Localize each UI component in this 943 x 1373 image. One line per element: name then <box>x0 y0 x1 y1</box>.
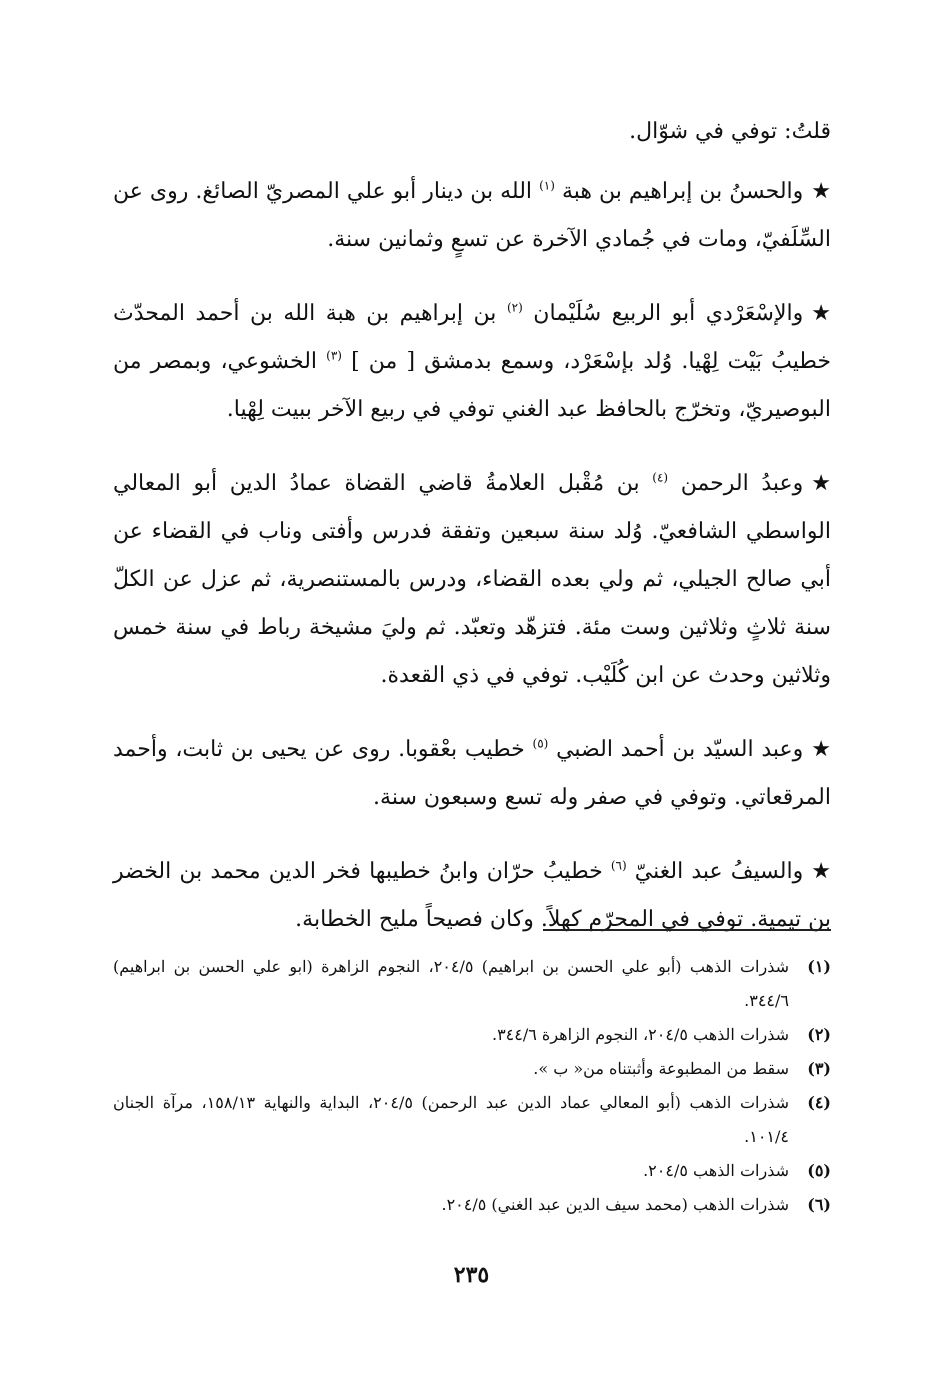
footnote-ref[interactable]: (٥) <box>532 736 549 751</box>
footnote-ref[interactable]: (٤) <box>652 470 669 485</box>
footnote-text: شذرات الذهب ٢٠٤/٥، النجوم الزاهرة ٣٤٤/٦. <box>491 1025 789 1044</box>
footnote-number: (٢) <box>807 1025 831 1044</box>
star-icon: ★ <box>811 859 831 884</box>
star-icon: ★ <box>811 737 831 762</box>
footnote-item <box>113 1018 831 1052</box>
footnote-number: (٣) <box>807 1059 831 1078</box>
entry-text: وعبد السيّد بن أحمد الضبي <box>556 737 804 762</box>
footnote-number: (٦) <box>807 1195 831 1214</box>
footnote-text: شذرات الذهب (أبو المعالي عماد الدين عبد الرحمن) ٢٠٤/٥، البداية والنهاية ١٥٨/١٣، مرآة الجنان ١٠١/٤. <box>113 1093 789 1146</box>
entry-text: خطيبُ حرّان وابنُ خطيبها فخر الدين محمد بن الخضر بن تيمية. توفي في المحرّم كهلاً. وكان فصيحاً مليح الخطابة. <box>113 859 831 932</box>
footnote-item <box>113 1086 831 1154</box>
footnote-item <box>113 1154 831 1188</box>
footnote-item <box>113 950 831 1018</box>
entry-text: الخشوعي، وبمصر من البوصيريّ، وتخرّج بالحافظ عبد الغني توفي في ربيع الآخر ببيت لِهْيا. <box>113 349 831 422</box>
entry-text: الله بن دينار أبو علي المصريّ الصائغ. روى عن السِّلَفيّ، ومات في جُمادي الآخرة عن تسعٍ وثمانين سنة. <box>113 179 831 252</box>
entry-text: خطيب بعْقوبا. روى عن يحيى بن ثابت، وأحمد المرقعاتي. وتوفي في صفر وله تسع وسبعون سنة. <box>113 737 831 810</box>
footnote-text: شذرات الذهب (أبو علي الحسن بن ابراهيم) ٢٠٤/٥، النجوم الزاهرة (ابو علي الحسن بن ابراهيم) ٣٤٤/٦. <box>113 957 790 1010</box>
star-icon: ★ <box>811 301 831 326</box>
footnote-ref[interactable]: (٢) <box>506 300 523 315</box>
footnotes <box>113 950 831 1222</box>
footnote-text: شذرات الذهب ٢٠٤/٥. <box>643 1161 789 1180</box>
entry-text: والإسْعَرْدي أبو الربيع سُلَيْمان <box>533 301 804 326</box>
footnote-ref[interactable]: (١) <box>539 178 555 193</box>
footnote-text: سقط من المطبوعة وأثبتناه من« ب ». <box>533 1059 789 1078</box>
footnote-number: (٤) <box>807 1093 831 1112</box>
footnote-ref[interactable]: (٣) <box>326 348 342 363</box>
footnote-text: شذرات الذهب (محمد سيف الدين عبد الغني) ٢٠٤/٥. <box>441 1195 789 1214</box>
footnote-separator <box>543 929 831 931</box>
page-number: ٢٣٥ <box>453 1262 490 1288</box>
star-icon: ★ <box>811 179 831 204</box>
footnote-ref[interactable]: (٦) <box>610 858 627 873</box>
main-text <box>113 108 831 970</box>
footnote-number: (١) <box>807 957 831 976</box>
entry-text: والحسنُ بن إبراهيم بن هبة <box>561 179 804 204</box>
entry-text: بن إبراهيم بن هبة الله بن أحمد المحدّث خطيبُ بَيْت لِهْيا. وُلد بإسْعَرْد، وسمع بدمشق [ من ] <box>113 301 831 374</box>
footnote-item <box>113 1188 831 1222</box>
footnote-number: (٥) <box>807 1161 831 1180</box>
entry-text: والسيفُ عبد الغنيّ <box>634 859 804 884</box>
entry-abdulrahman <box>113 460 831 700</box>
footnote-item <box>113 1052 831 1086</box>
intro-line: قلتُ: توفي في شوّال. <box>629 119 831 144</box>
entry-hasan <box>113 168 831 264</box>
entry-isardi <box>113 290 831 434</box>
entry-text: وعبدُ الرحمن <box>680 471 804 496</box>
entry-abdulsayyid <box>113 726 831 822</box>
entry-text: بن مُقْبل العلامةُ قاضي القضاة عمادُ الدين أبو المعالي الواسطي الشافعيّ. وُلد سنة سبعين وتفقة فدرس وأفتى وناب في القضاء عن أبي صالح الجيلي، ثم ولي بعده القضاء، ودرس بالمستنصرية، ثم عزل عن الكلّ سنة ثلاثٍ وثلاثين وست مئة. فتزهّد وتعبّد. ثم وليَ مشيخة رباط في سنة خمس وثلاثين وحدث عن ابن كُلَيْب. توفي في ذي القعدة. <box>113 471 831 688</box>
star-icon: ★ <box>811 471 831 496</box>
